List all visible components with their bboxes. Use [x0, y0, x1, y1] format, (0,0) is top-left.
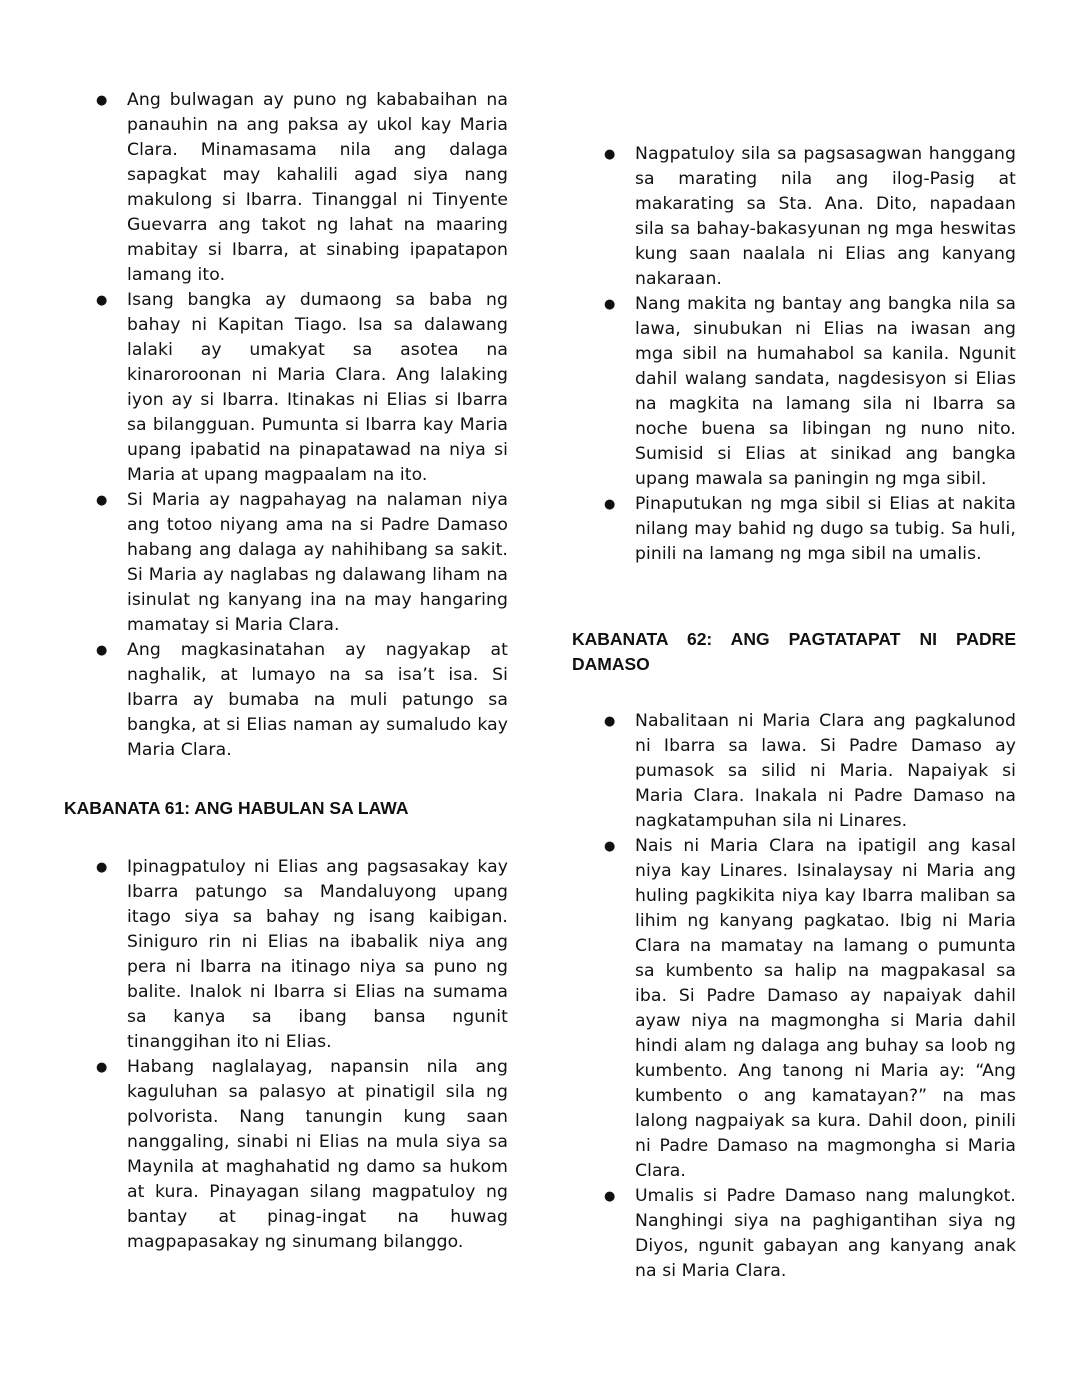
- list-item: ● Ipinagpatuloy ni Elias ang pagsasakay kay Ibarra patungo sa Mandaluyong upang itago siya sa bahay ng isang kaibigan. Siniguro rin ni Elias na ibabalik niya ang pera ni Ibarra na itinago niya sa puno ng balite. Inalok ni Ibarra si Elias na sumama sa kanya sa ibang bansa ngunit tinanggihan ito ni Elias.: [64, 855, 508, 1055]
- list-item: ● Nang makita ng bantay ang bangka nila sa lawa, sinubukan ni Elias na iwasan ang mga sibil na humahabol sa kanila. Ngunit dahil walang sandata, nagdesisyon si Elias na magkita na lamang sila ni Ibarra sa noche buena sa libingan ng nuno nito. Sumisid si Elias at sinikad ang bangka upang mawala sa paningin ng mga sibil.: [572, 292, 1016, 492]
- list-item: ● Ang magkasinatahan ay nagyakap at naghalik, at lumayo na sa isa’t isa. Si Ibarra ay bumaba na muli patungo sa bangka, at si Elias naman ay sumaludo kay Maria Clara.: [64, 638, 508, 763]
- list-item: ● Nais ni Maria Clara na ipatigil ang kasal niya kay Linares. Isinalaysay ni Maria ang huling pagkikita niya kay Ibarra maliban sa lihim ng kanyang pagkatao. Ibig ni Maria Clara na mamatay na lamang o pumunta sa kumbento sa halip na magpakasal sa iba. Si Padre Damaso ay napaiyak dahil ayaw niya na magmongha si Maria dahil hindi alam ng dalaga ang buhay sa loob ng kumbento. Ang tanong ni Maria ay: “Ang kumbento o ang kamatayan?” na mas lalong nagpaiyak sa kura. Dahil doon, pinili ni Padre Damaso na magmongha si Maria Clara.: [572, 834, 1016, 1184]
- list-item: ● Isang bangka ay dumaong sa baba ng bahay ni Kapitan Tiago. Isa sa dalawang lalaki ay umakyat sa asotea na kinaroroonan ni Maria Clara. Ang lalaking iyon ay si Ibarra. Itinakas ni Elias si Ibarra sa bilangguan. Pumunta si Ibarra kay Maria upang ipabatid na pinapatawad na niya si Maria at upang magpaalam na ito.: [64, 288, 508, 488]
- list-item: ● Habang naglalayag, napansin nila ang kaguluhan sa palasyo at pinatigil sila ng polvorista. Nang tanungin kung saan nanggaling, sinabi ni Elias na mula siya sa Maynila at maghahatid ng damo sa hukom at kura. Pinayagan silang magpatuloy ng bantay at pinag-ingat na huwag magpapasakay ng sinumang bilanggo.: [64, 1055, 508, 1255]
- left-column: [64, 88, 508, 1255]
- chapter-61-list: [64, 855, 508, 1255]
- list-item: ● Nabalitaan ni Maria Clara ang pagkalunod ni Ibarra sa lawa. Si Padre Damaso ay pumasok sa silid ni Maria. Napaiyak si Maria Clara. Inakala ni Padre Damaso na nagkatampuhan sila ni Linares.: [572, 709, 1016, 834]
- list-item: ● Nagpatuloy sila sa pagsasagwan hanggang sa marating nila ang ilog-Pasig at makarating sa Sta. Ana. Dito, napadaan sila sa bahay-bakasyunan ng mga heswitas kung saan naalala ni Elias ang kanyang nakaraan.: [572, 142, 1016, 292]
- list-item: ● Pinaputukan ng mga sibil si Elias at nakita nilang may bahid ng dugo sa tubig. Sa huli, pinili na lamang ng mga sibil na umalis.: [572, 492, 1016, 567]
- list-item: ● Si Maria ay nagpahayag na nalaman niya ang totoo niyang ama na si Padre Damaso habang ang dalaga ay nahihibang sa sakit. Si Maria ay naglabas ng dalawang liham na isinulat ng kanyang ina na may hangaring mamatay si Maria Clara.: [64, 488, 508, 638]
- list-item: ● Ang bulwagan ay puno ng kababaihan na panauhin na ang paksa ay ukol kay Maria Clara. Minamasama nila ang dalaga sapagkat may kahalili agad siya nang makulong si Ibarra. Tinanggal ni Tinyente Guevarra ang takot ng lahat na maaring mabitay si Ibarra, at sinabing ipapatapon lamang ito.: [64, 88, 508, 288]
- chapter-61-heading: KABANATA 61: ANG HABULAN SA LAWA: [64, 798, 409, 818]
- chapter-60-list: [64, 88, 508, 763]
- chapter-62-heading: KABANATA 62: ANG PAGTATAPAT NI PADRE DAMASO: [572, 629, 1016, 674]
- list-item: ● Umalis si Padre Damaso nang malungkot. Nanghingi siya na paghigantihan siya ng Diyos, ngunit gabayan ang kanyang anak na si Maria Clara.: [572, 1184, 1016, 1284]
- chapter-62-list: [572, 709, 1016, 1284]
- chapter-61-list-continued: [572, 142, 1016, 567]
- right-column: [572, 142, 1016, 1284]
